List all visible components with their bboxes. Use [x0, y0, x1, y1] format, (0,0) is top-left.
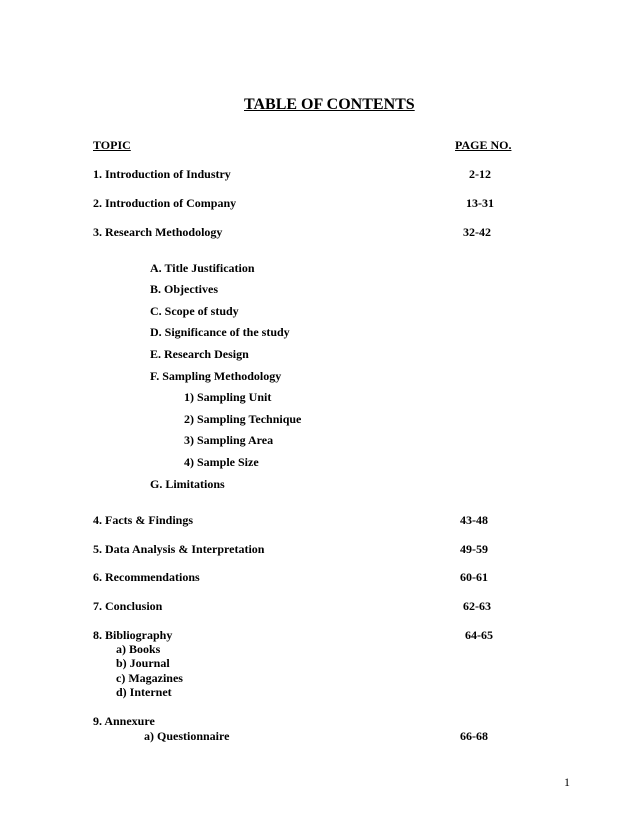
page-number: 1 — [564, 775, 570, 789]
annexure-page: 66-68 — [460, 729, 488, 743]
toc-entry-9: 9. Annexure — [93, 714, 155, 728]
toc-page-8: 64-65 — [465, 628, 493, 642]
sampling-item: 4) Sample Size — [184, 455, 259, 469]
toc-page-2: 13-31 — [466, 196, 494, 210]
page-title: TABLE OF CONTENTS — [244, 96, 415, 113]
toc-entry-4: 4. Facts & Findings — [93, 513, 194, 527]
topic-header: TOPIC — [93, 138, 131, 152]
toc-page-4: 43-48 — [460, 513, 488, 527]
methodology-item: A. Title Justification — [150, 261, 255, 275]
toc-page-7: 62-63 — [463, 599, 491, 613]
toc-entry-8: 8. Bibliography — [93, 628, 173, 642]
methodology-item: B. Objectives — [150, 282, 218, 296]
annexure-item: a) Questionnaire — [144, 729, 230, 743]
sampling-item: 2) Sampling Technique — [184, 412, 302, 426]
toc-page-3: 32-42 — [463, 225, 491, 239]
methodology-item: C. Scope of study — [150, 304, 239, 318]
toc-entry-6: 6. Recommendations — [93, 570, 200, 584]
toc-entry-1: 1. Introduction of Industry — [93, 167, 231, 181]
bibliography-item: d) Internet — [116, 685, 172, 699]
methodology-item: G. Limitations — [150, 477, 225, 491]
bibliography-item: c) Magazines — [116, 671, 183, 685]
toc-page-6: 60-61 — [460, 570, 488, 584]
toc-entry-2: 2. Introduction of Company — [93, 196, 237, 210]
sampling-item: 1) Sampling Unit — [184, 390, 272, 404]
toc-page-1: 2-12 — [469, 167, 491, 181]
bibliography-item: b) Journal — [116, 656, 170, 670]
toc-page-5: 49-59 — [460, 542, 488, 556]
sampling-item: 3) Sampling Area — [184, 433, 274, 447]
methodology-item: F. Sampling Methodology — [150, 369, 282, 383]
methodology-item: D. Significance of the study — [150, 325, 290, 339]
toc-entry-7: 7. Conclusion — [93, 599, 163, 613]
bibliography-item: a) Books — [116, 642, 161, 656]
page-no-header: PAGE NO. — [455, 138, 512, 152]
toc-entry-3: 3. Research Methodology — [93, 225, 223, 239]
methodology-item: E. Research Design — [150, 347, 249, 361]
toc-entry-5: 5. Data Analysis & Interpretation — [93, 542, 265, 556]
